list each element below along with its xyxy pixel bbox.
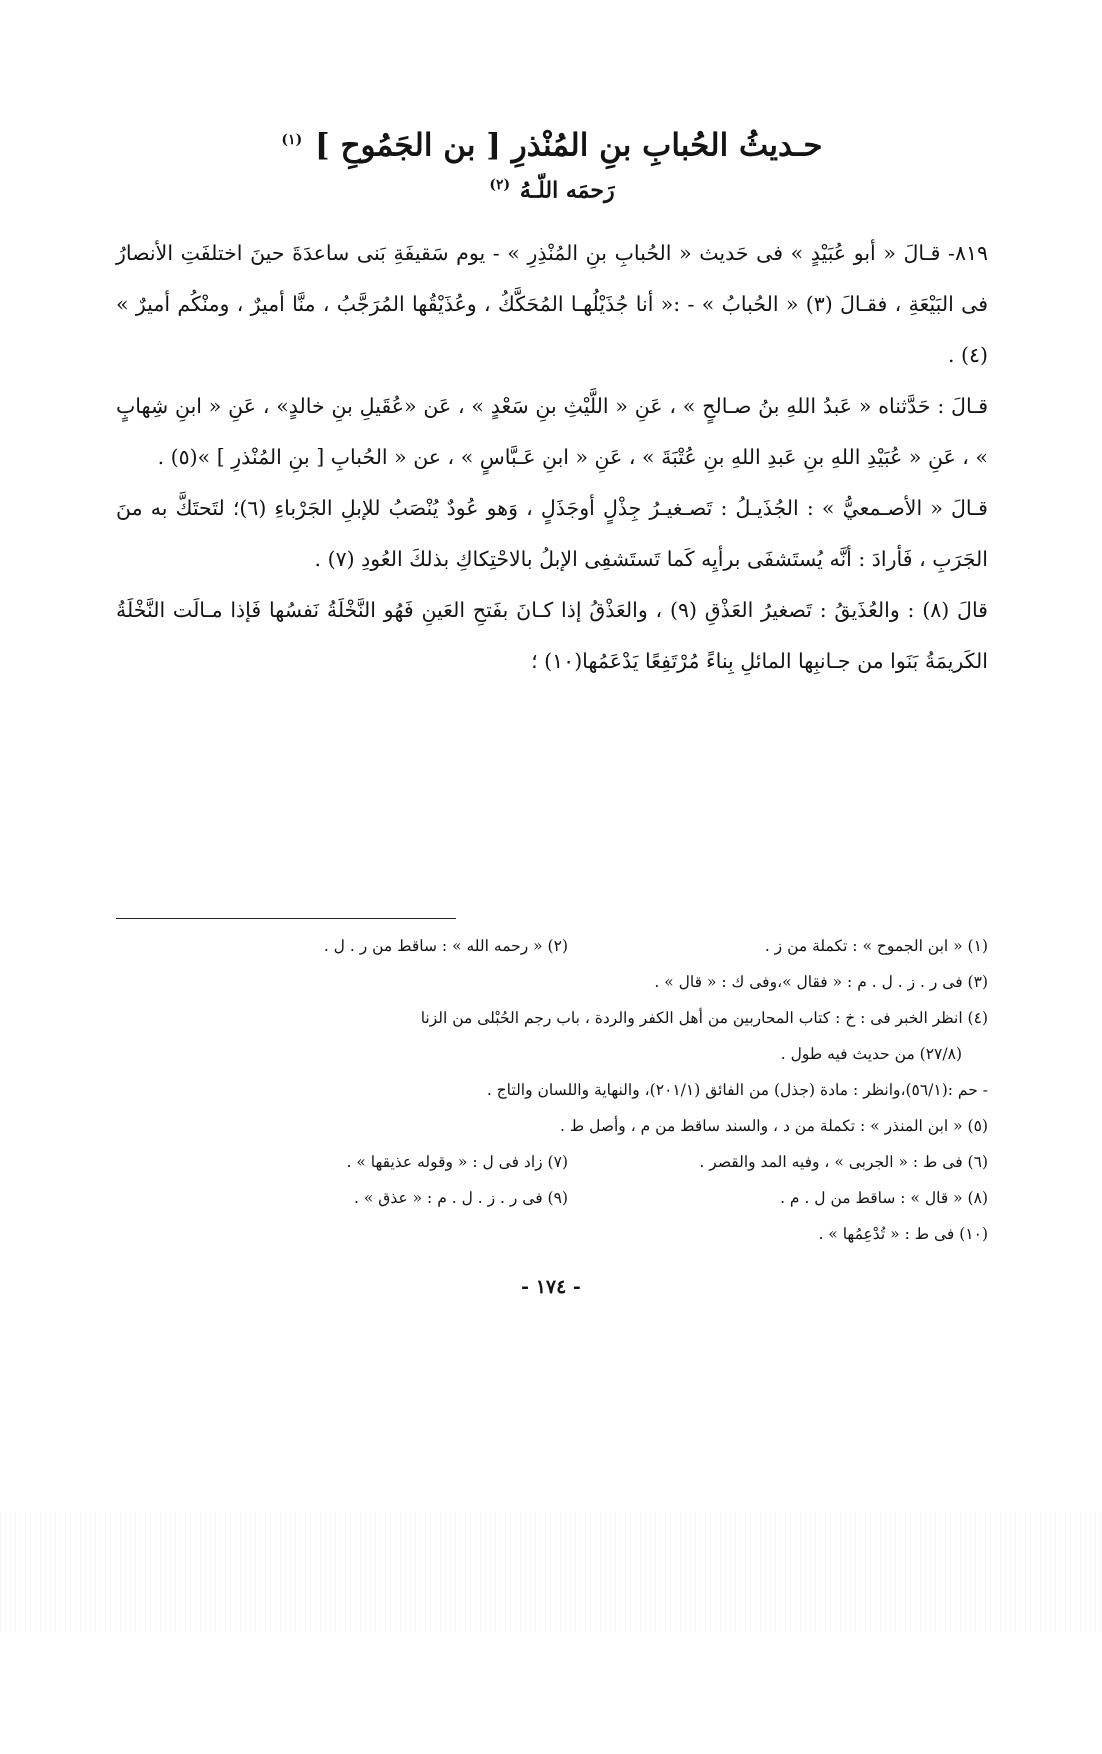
footnote-line bbox=[116, 964, 988, 1000]
footnote-line bbox=[116, 1108, 988, 1144]
footnote-line bbox=[116, 1072, 988, 1108]
paragraph-hadith: ٨١٩- قـالَ « أبو عُبَيْدٍ » فى حَديث « الحُبابِ بنِ المُنْذِرِ » - يوم سَقيفَةِ بَنى ساعدَةَ حينَ اختلفَتِ الأنصارُ فى البَيْعَةِ ، فقـالَ (٣) « الحُبابُ » - :« أنا جُذَيْلُهـا المُحَكَّكُ ، وعُذَيْقُها المُرَجَّبُ ، منَّا أميرٌ ، ومنْكُم أميرٌ » (٤) . bbox=[116, 241, 988, 367]
paragraph-isnad: قـالَ : حَدَّثناه « عَبدُ اللهِ بنُ صـالحٍ » ، عَنِ « اللَّيْثِ بنِ سَعْدٍ » ، عَن «عُقَيلِ بنِ خالدٍ» ، عَنِ « ابنِ شِهابٍ » ، عَنِ « عُبَيْدِ اللهِ بنِ عَبدِ اللهِ بنِ عُتْبَةَ » ، عَنِ « ابنِ عَـبَّاسٍ » ، عن « الحُبابِ [ بنِ المُنْذرِ ] »(٥) . bbox=[116, 394, 988, 469]
footnote-7: (٧) زاد فى ل : « وقوله عذيقها » . bbox=[346, 1153, 568, 1171]
footnote-9: (٩) فى ر . ز . ل . م : « عذق » . bbox=[354, 1189, 568, 1207]
title-text: حـديثُ الحُبابِ بنِ المُنْذرِ [ بن الجَمُوحِ ] bbox=[315, 127, 823, 164]
footnote-line bbox=[116, 1216, 988, 1252]
page-title bbox=[0, 118, 1102, 167]
footnote-line bbox=[116, 1036, 988, 1072]
footnote-line bbox=[116, 928, 988, 964]
footnote-separator bbox=[116, 918, 456, 919]
page-subtitle bbox=[0, 168, 1102, 207]
scan-artifact bbox=[0, 1512, 1102, 1632]
footnote-line bbox=[116, 1180, 988, 1216]
footnote-6: (٦) فى ط : « الجربى » ، وفيه المد والقصر . bbox=[699, 1153, 988, 1171]
footnotes bbox=[116, 928, 988, 1252]
paragraph-udhayq-explanation: قالَ (٨) : والعُذَيقُ : تَصغيرُ العَذْقِ (٩) ، والعَذْقُ إذا كـانَ بفَتحِ العَينِ فَهُو النَّخْلَةُ نَفسُها فَإذا مـالَت النَّخْلَةُ الكَريمَةُ بَنَوا من جـانبِها المائلِ بِناءً مُرْتَفِعًا يَدْعَمُها(١٠) ؛ bbox=[116, 598, 988, 673]
subtitle-footnote-ref: (٢) bbox=[489, 177, 511, 193]
footnote-line bbox=[116, 1144, 988, 1180]
main-text bbox=[116, 228, 988, 687]
footnote-2: (٢) « رحمه الله » : ساقط من ر . ل . bbox=[323, 937, 568, 955]
footnote-4: (٤) انظر الخبر فى : خ : كتاب المحاربين من أهل الكفر والردة ، باب رجم الحُبْلى من الزنا bbox=[420, 1009, 988, 1027]
footnote-line bbox=[116, 1000, 988, 1036]
page-number: - ١٧٤ - bbox=[521, 1276, 581, 1298]
footnote-1: (١) « ابن الجموح » : تكملة من ز . bbox=[764, 937, 988, 955]
footnote-4-continued: (٢٧/٨) من حديث فيه طول . bbox=[780, 1045, 962, 1063]
footnote-8: (٨) « قال » : ساقط من ل . م . bbox=[780, 1189, 988, 1207]
title-footnote-ref: (١) bbox=[281, 132, 303, 148]
subtitle-text: رَحمَه اللّـهُ bbox=[519, 177, 615, 204]
paragraph-asmai-explanation: قـالَ « الأصـمعيُّ » : الجُذَيـلُ : تَصـغيـرُ جِذْلٍ أوجَذَلٍ ، وَهو عُودٌ يُنْصَبُ للإبلِ الجَرْباءِ (٦)؛ لتَحتَكَّ به منَ الجَرَبِ ، فَأرادَ : أنَّه يُستَشفَى برأيِه كَما تَستَشفِى الإبلُ بالاحْتِكاكِ بذلكَ العُودِ (٧) . bbox=[116, 496, 988, 571]
footnote-4-references: - حم :(٥٦/١)،وانظر : مادة (جذل) من الفائق (٢٠١/١)، والنهاية واللسان والتاج . bbox=[486, 1081, 988, 1099]
footnote-3: (٣) فى ر . ز . ل . م : « فقال »،وفى ك : « قال » . bbox=[654, 973, 988, 991]
footnote-5: (٥) « ابن المنذر » : تكملة من د ، والسند ساقط من م ، وأصل ط . bbox=[559, 1117, 988, 1135]
footnote-10: (١٠) فى ط : « تُدْعِمُها » . bbox=[818, 1225, 988, 1243]
